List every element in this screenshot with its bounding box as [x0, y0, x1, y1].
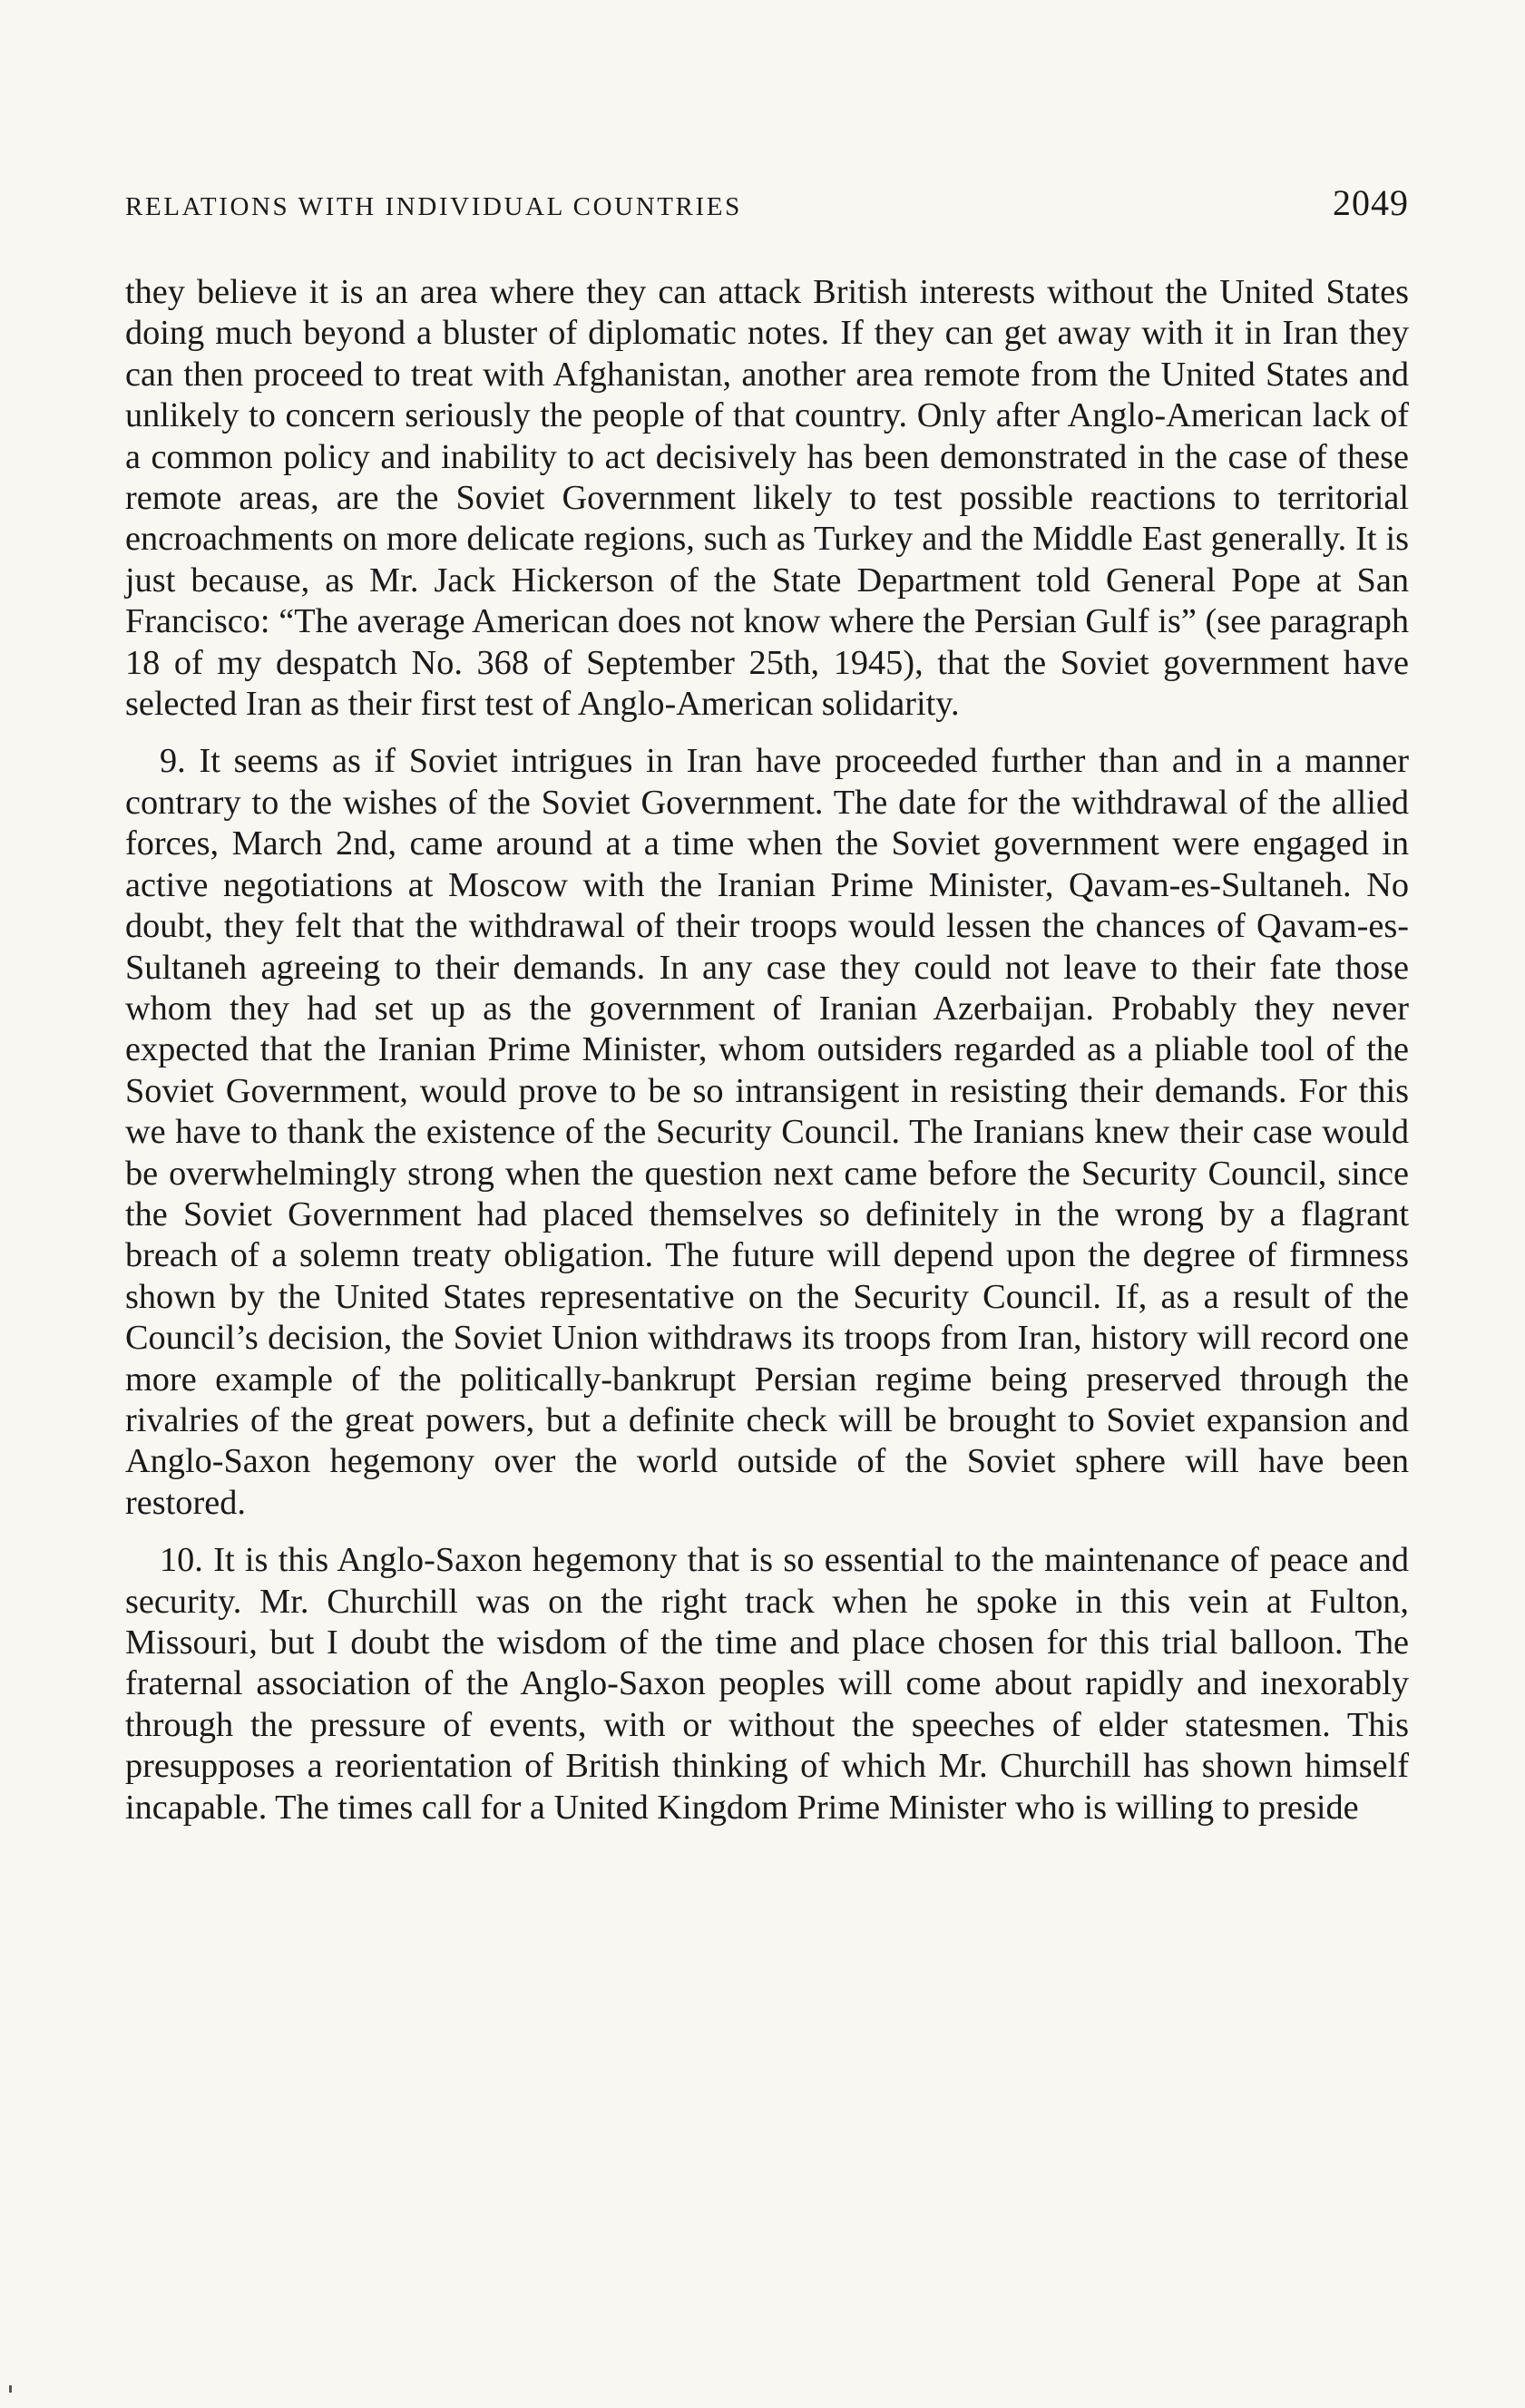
running-title: RELATIONS WITH INDIVIDUAL COUNTRIES: [125, 192, 742, 221]
page-number: 2049: [1333, 182, 1409, 223]
paragraph-continued: they believe it is an area where they can attack British interests without the United States doing much beyond a bluster of diplomatic notes. If they can get away with it in Iran they can then proceed to treat with Afghanistan, another area remote from the United States and unlikely to concern seriously the people of that country. Only after Anglo-American lack of a common policy and inability to act decisively has been demonstrated in the case of these remote areas, are the Soviet Government likely to test possible reactions to territorial encroachments on more delicate regions, such as Turkey and the Middle East generally. It is just because, as Mr. Jack Hickerson of the State Department told General Pope at San Francisco: “The average American does not know where the Persian Gulf is” (see paragraph 18 of my despatch No. 368 of September 25th, 1945), that the Soviet government have selected Iran as their first test of Anglo-American solidarity.: [125, 273, 1409, 724]
body-text: [125, 272, 1409, 1828]
paragraph-10: 10. It is this Anglo-Saxon hegemony that is so essential to the maintenance of peace and security. Mr. Churchill was on the right track when he spoke in this vein at Fulton, Missouri, but I doubt the wisdom of the time and place chosen for this trial balloon. The fraternal association of the Anglo-Saxon peoples will come about rapidly and inexorably through the pressure of events, with or without the speeches of elder statesmen. This presupposes a reorientation of British thinking of which Mr. Churchill has shown himself incapable. The times call for a United Kingdom Prime Minister who is willing to preside: [125, 1541, 1409, 1827]
paragraph-9: 9. It seems as if Soviet intrigues in Iran have proceeded further than and in a manner contrary to the wishes of the Soviet Government. The date for the withdrawal of the allied forces, March 2nd, came around at a time when the Soviet government were engaged in active negotiations at Moscow with the Iranian Prime Minister, Qavam-es-Sultaneh. No doubt, they felt that the withdrawal of their troops would lessen the chances of Qavam-es-Sultaneh agreeing to their demands. In any case they could not leave to their fate those whom they had set up as the government of Iranian Azerbaijan. Probably they never expected that the Iranian Prime Minister, whom outsiders regarded as a pliable tool of the Soviet Government, would prove to be so intransigent in resisting their demands. For this we have to thank the existence of the Security Council. The Iranians knew their case would be overwhelmingly strong when the question next came before the Security Council, since the Soviet Government had placed themselves so definitely in the wrong by a flagrant breach of a solemn treaty obligation. The future will depend upon the degree of firmness shown by the United States representative on the Security Council. If, as a result of the Council’s decision, the Soviet Union withdraws its troops from Iran, history will record one more example of the politically-bankrupt Persian regime being preserved through the rivalries of the great powers, but a definite check will be brought to Soviet expansion and Anglo-Saxon hegemony over the world outside of the Soviet sphere will have been restored.: [125, 742, 1409, 1522]
document-page: [125, 181, 1409, 1828]
scan-speck: [9, 2385, 12, 2393]
running-head: [125, 181, 1409, 232]
